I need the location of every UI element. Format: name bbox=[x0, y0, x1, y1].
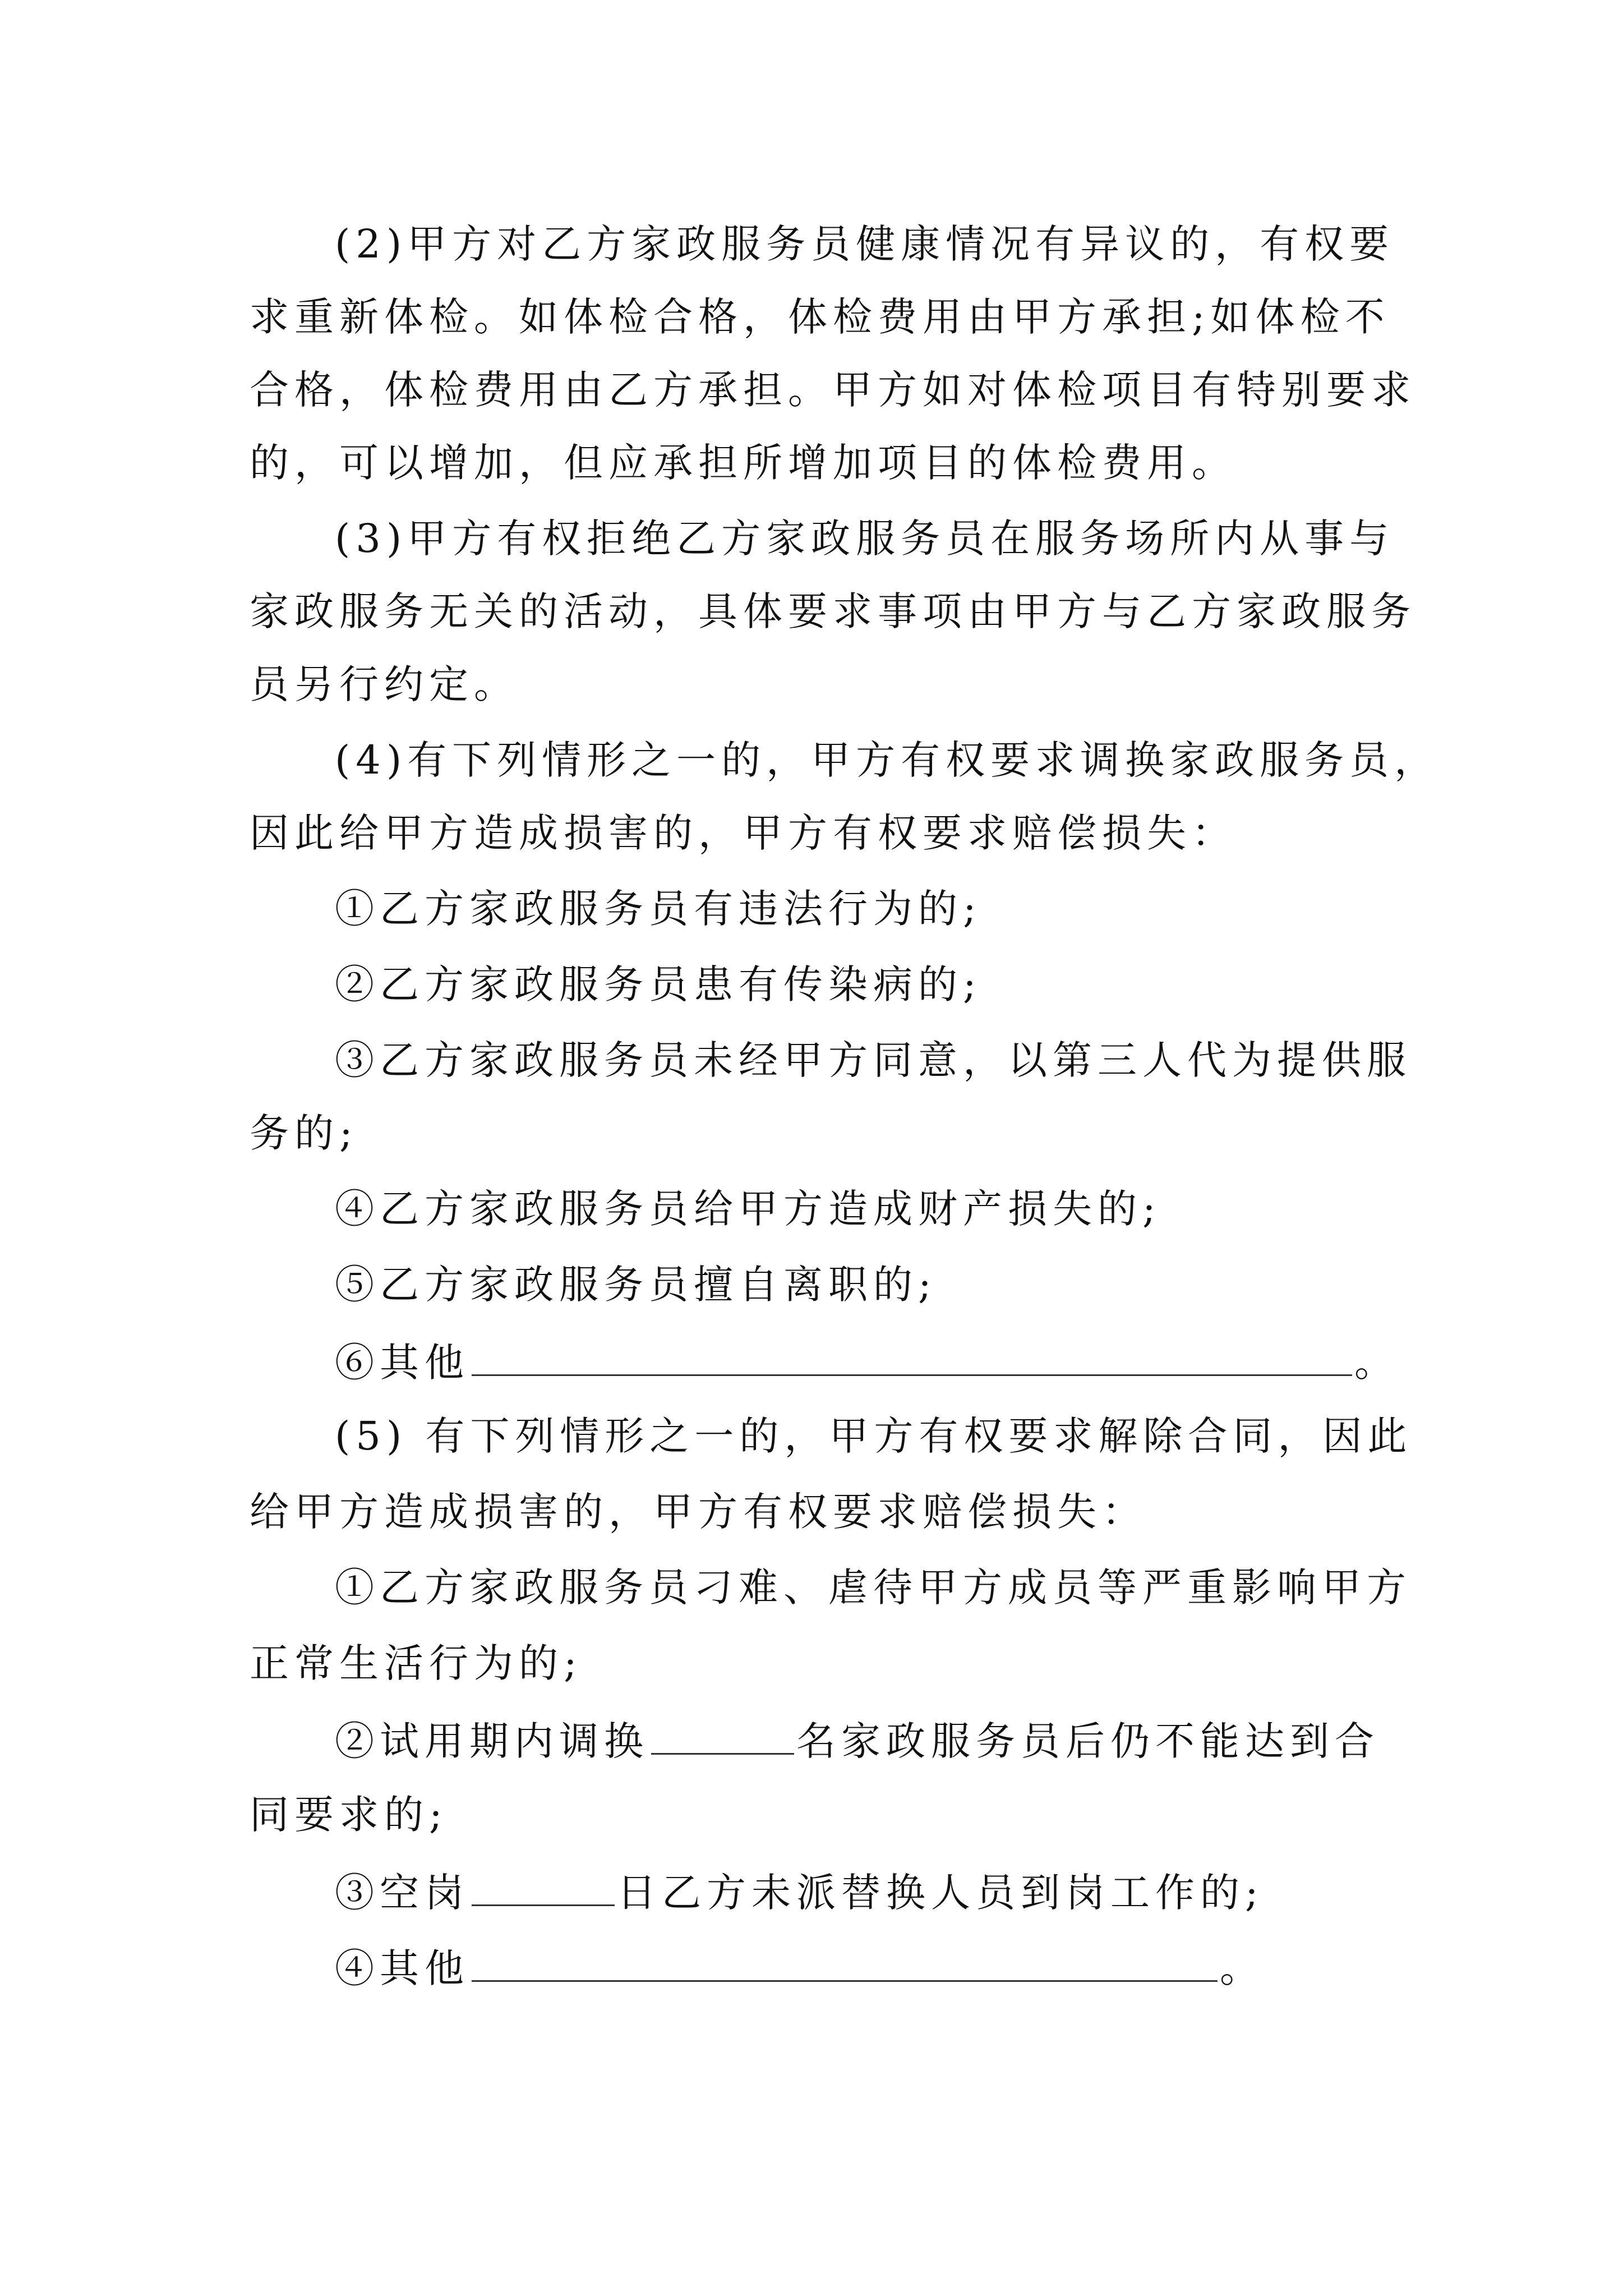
clause-4-item-6-blank[interactable] bbox=[472, 1341, 1352, 1376]
clause-5-item-3-blank[interactable] bbox=[472, 1871, 615, 1906]
clause-4-item-3-line-2: 务的; bbox=[250, 1110, 358, 1156]
clause-2-line-4: 的，可以增加，但应承担所增加项目的体检费用。 bbox=[250, 440, 1237, 486]
clause-4-item-4: ④乙方家政服务员给甲方造成财产损失的; bbox=[335, 1186, 1161, 1232]
clause-5-item-1-line-1: ①乙方家政服务员刁难、虐待甲方成员等严重影响甲方 bbox=[335, 1565, 1412, 1611]
clause-3-line-3: 员另行约定。 bbox=[250, 661, 519, 707]
clause-5-item-1-line-2: 正常生活行为的; bbox=[250, 1640, 583, 1686]
clause-5-item-3-prefix: ③空岗 bbox=[335, 1870, 469, 1916]
clause-5-item-2-suffix: 名家政服务员后仍不能达到合 bbox=[796, 1718, 1380, 1764]
clause-3-line-1: (3)甲方有权拒绝乙方家政服务员在服务场所内从事与 bbox=[335, 516, 1395, 562]
clause-4-item-3-line-1: ③乙方家政服务员未经甲方同意，以第三人代为提供服 bbox=[335, 1037, 1412, 1083]
clause-4-line-2: 因此给甲方造成损害的，甲方有权要求赔偿损失： bbox=[250, 810, 1237, 856]
clause-5-item-4 bbox=[335, 1947, 1265, 1997]
clause-5-item-4-blank[interactable] bbox=[472, 1947, 1218, 1982]
clause-5-item-3-suffix: 日乙方未派替换人员到岗工作的; bbox=[617, 1870, 1264, 1916]
clause-5-item-4-prefix: ④其他 bbox=[335, 1945, 469, 1991]
clause-4-item-2: ②乙方家政服务员患有传染病的; bbox=[335, 961, 982, 1007]
clause-5-line-2: 给甲方造成损害的，甲方有权要求赔偿损失： bbox=[250, 1489, 1147, 1535]
clause-4-item-6-suffix: 。 bbox=[1354, 1340, 1399, 1386]
clause-4-item-1: ①乙方家政服务员有违法行为的; bbox=[335, 886, 982, 932]
clause-3-line-2: 家政服务无关的活动，具体要求事项由甲方与乙方家政服务 bbox=[250, 588, 1416, 634]
clause-5-item-2-line-1 bbox=[335, 1719, 1380, 1770]
clause-5-item-2-blank[interactable] bbox=[651, 1719, 794, 1755]
clause-4-item-5: ⑤乙方家政服务员擅自离职的; bbox=[335, 1262, 937, 1308]
clause-2-line-2: 求重新体检。如体检合格，体检费用由甲方承担;如体检不 bbox=[250, 294, 1390, 340]
clause-5-line-1: (5) 有下列情形之一的，甲方有权要求解除合同，因此 bbox=[335, 1413, 1413, 1459]
clause-4-item-6-prefix: ⑥其他 bbox=[335, 1340, 469, 1386]
clause-2-line-3: 合格，体检费用由乙方承担。甲方如对体检项目有特别要求 bbox=[250, 367, 1416, 413]
clause-5-item-2-prefix: ②试用期内调换 bbox=[335, 1718, 649, 1764]
clause-5-item-3 bbox=[335, 1871, 1264, 1921]
clause-2-line-1: (2)甲方对乙方家政服务员健康情况有异议的，有权要 bbox=[335, 221, 1395, 267]
clause-5-item-2-line-2: 同要求的; bbox=[250, 1792, 448, 1838]
clause-4-item-6 bbox=[335, 1341, 1399, 1391]
clause-4-line-1: (4)有下列情形之一的，甲方有权要求调换家政服务员， bbox=[335, 737, 1440, 783]
clause-5-item-4-suffix: 。 bbox=[1220, 1945, 1265, 1991]
